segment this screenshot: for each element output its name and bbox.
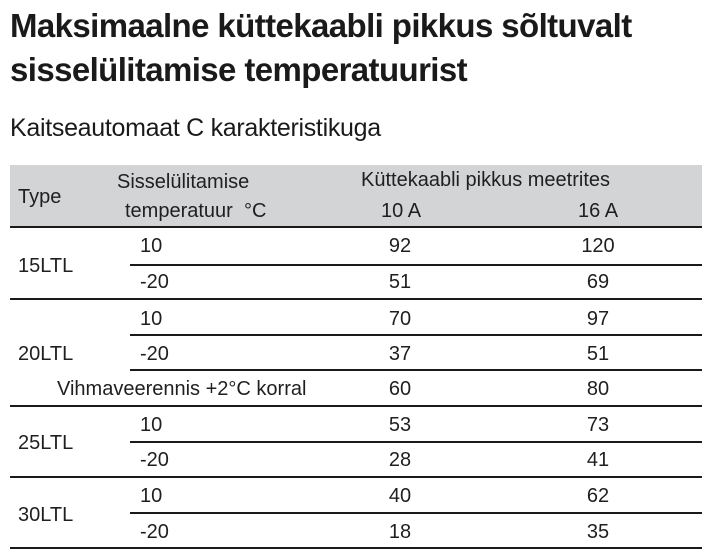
value-10a: 40 <box>388 485 412 507</box>
header-type: Type <box>18 186 62 208</box>
group-rule <box>10 547 702 549</box>
value-10a: 60 <box>388 378 412 400</box>
row-rule <box>130 441 702 443</box>
value-16a: 51 <box>586 343 610 365</box>
type-cell: 15LTL <box>18 255 74 277</box>
value-16a: 80 <box>586 378 610 400</box>
row-rule <box>130 334 702 336</box>
value-10a: 51 <box>388 271 412 293</box>
value-16a: 97 <box>586 308 610 330</box>
value-16a: 120 <box>581 235 615 257</box>
value-16a: 69 <box>586 271 610 293</box>
value-10a: 18 <box>388 521 412 543</box>
temp-cell: -20 <box>140 449 169 471</box>
group-rule <box>10 298 702 300</box>
group-rule <box>10 405 702 407</box>
value-10a: 28 <box>388 449 412 471</box>
temp-cell: -20 <box>140 271 169 293</box>
type-cell: 30LTL <box>18 504 74 526</box>
temp-cell: 10 <box>140 235 163 257</box>
row-rule <box>130 369 702 371</box>
title-line-2: sisselülitamise temperatuurist <box>10 51 468 88</box>
subtitle: Kaitseautomaat C karakteristikuga <box>10 114 381 142</box>
title-line-1: Maksimaalne küttekaabli pikkus sõltuvalt <box>10 7 632 44</box>
value-10a: 70 <box>388 308 412 330</box>
value-16a: 35 <box>586 521 610 543</box>
header-rule <box>10 226 702 228</box>
value-10a: 92 <box>388 235 412 257</box>
value-16a: 62 <box>586 485 610 507</box>
special-row-label: Vihmaveerennis +2°C korral <box>57 378 307 400</box>
value-16a: 73 <box>586 414 610 436</box>
header-length-group: Küttekaabli pikkus meetrites <box>361 169 611 191</box>
temp-cell: 10 <box>140 485 163 507</box>
header-col-10a: 10 A <box>381 200 422 222</box>
value-10a: 53 <box>388 414 412 436</box>
value-10a: 37 <box>388 343 412 365</box>
page-title <box>10 4 710 92</box>
header-col-16a: 16 A <box>578 200 619 222</box>
group-rule <box>10 476 702 478</box>
value-16a: 41 <box>586 449 610 471</box>
type-cell: 20LTL <box>18 343 74 365</box>
row-rule <box>130 264 702 266</box>
row-rule <box>130 512 702 514</box>
header-temp-line2: temperatuur °C <box>125 200 267 222</box>
temp-cell: 10 <box>140 414 163 436</box>
temp-cell: 10 <box>140 308 163 330</box>
type-cell: 25LTL <box>18 432 74 454</box>
header-temp-line1: Sisselülitamise <box>117 171 250 193</box>
temp-cell: -20 <box>140 521 169 543</box>
temp-cell: -20 <box>140 343 169 365</box>
